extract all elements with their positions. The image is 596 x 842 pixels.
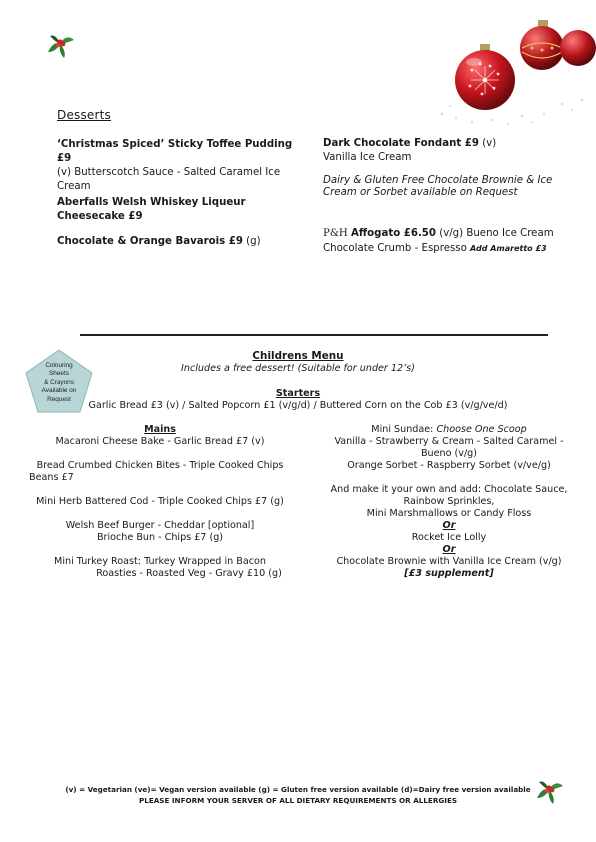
dessert-bavarois [57, 235, 307, 249]
brownie-item: Chocolate Brownie with Vanilla Ice Cream (v/g) [336, 556, 562, 567]
section-divider [80, 334, 548, 336]
or-separator: Or [442, 544, 456, 555]
desserts-heading: Desserts [57, 108, 112, 122]
main-item: Mini Turkey Roast: Turkey Wrapped in Bacon [54, 556, 266, 567]
dessert-cheesecake [57, 196, 267, 224]
dessert-detail: (v/g) Bueno Ice Cream Chocolate Crumb - Espresso [323, 228, 554, 254]
dessert-gf-note [323, 175, 555, 199]
dessert-affogato [323, 226, 573, 256]
make-own-line: And make it your own and add: Chocolate Sauce, [330, 484, 568, 495]
badge-line: Request [47, 395, 71, 403]
supplement-note: [£3 supplement] [404, 568, 494, 579]
sundae-flavours: Bueno (v/g) [420, 448, 478, 459]
dessert-tag: (v) [478, 138, 497, 149]
main-item: Mini Herb Battered Cod - Triple Cooked Chips £7 (g) [36, 496, 284, 507]
main-item: Macaroni Cheese Bake - Garlic Bread £7 (v) [55, 436, 265, 447]
main-item: Brioche Bun - Chips £7 (g) [96, 532, 224, 543]
addon-text: Add Amaretto £3 [470, 244, 547, 253]
dessert-sticky-toffee [57, 138, 307, 194]
badge-line: & Crayons [44, 378, 74, 386]
sundae-choose: Choose One Scoop [436, 424, 527, 435]
main-item: Beans £7 [29, 472, 74, 483]
sundae-line [318, 424, 580, 436]
starters-heading: Starters [275, 388, 321, 399]
mains-heading: Mains [144, 424, 176, 435]
holly-icon [44, 30, 76, 60]
sundae-label: Mini Sundae: [371, 424, 437, 435]
childrens-menu-title: Childrens Menu [252, 350, 344, 362]
dessert-name: Affogato £6.50 [351, 228, 436, 239]
badge-line: Colouring [45, 362, 73, 369]
or-separator: Or [442, 520, 456, 531]
main-item: Roasties - Roasted Veg - Gravy £10 (g) [96, 568, 282, 579]
brand-prefix: P&H [323, 228, 352, 239]
dessert-detail: Vanilla Ice Cream [323, 152, 412, 163]
dessert-tag: (g) [242, 236, 261, 247]
mains-column [20, 424, 300, 580]
childrens-menu-subtitle: Includes a free dessert! (Suitable for under 12’s) [181, 363, 415, 374]
allergy-notice: PLEASE INFORM YOUR SERVER OF ALL DIETARY REQUIREMENTS OR ALLERGIES [138, 796, 458, 805]
dessert-detail: (v) Butterscotch Sauce - Salted Caramel Ice Cream [57, 167, 281, 192]
badge-line: Sheets [49, 370, 69, 378]
make-own-line: Rainbow Sprinkles, [403, 496, 495, 507]
sundae-flavours: Vanilla - Strawberry & Cream - Salted Caramel - [334, 436, 564, 447]
note-text: Dairy & Gluten Free Chocolate Brownie & Ice Cream or Sorbet available on Request [323, 175, 553, 198]
holly-icon [533, 776, 565, 806]
desserts-column [318, 424, 580, 580]
dessert-name: ‘Christmas Spiced’ Sticky Toffee Pudding £9 [57, 139, 293, 164]
sundae-sorbet: Orange Sorbet - Raspberry Sorbet (v/ve/g) [347, 460, 551, 471]
main-item: Bread Crumbed Chicken Bites - Triple Cooked Chips [36, 460, 284, 471]
christmas-baubles-image [432, 18, 596, 128]
dessert-name: Aberfalls Welsh Whiskey Liqueur Cheesecake £9 [57, 197, 246, 222]
starters-list: Garlic Bread £3 (v) / Salted Popcorn £1 (v/g/d) / Buttered Corn on the Cob £3 (v/g/ve/d) [88, 400, 508, 411]
dessert-fondant [323, 137, 563, 165]
dietary-key: (v) = Vegetarian (ve)= Vegan version available (g) = Gluten free version available (d)=Dairy free version available [65, 785, 531, 794]
dessert-name: Chocolate & Orange Bavarois £9 [57, 236, 243, 247]
dessert-name: Dark Chocolate Fondant £9 [323, 138, 479, 149]
main-item: Welsh Beef Burger - Cheddar [optional] [65, 520, 255, 531]
badge-line: Available on [41, 387, 77, 395]
make-own-line: Mini Marshmallows or Candy Floss [366, 508, 532, 519]
lolly-item: Rocket Ice Lolly [411, 532, 487, 543]
